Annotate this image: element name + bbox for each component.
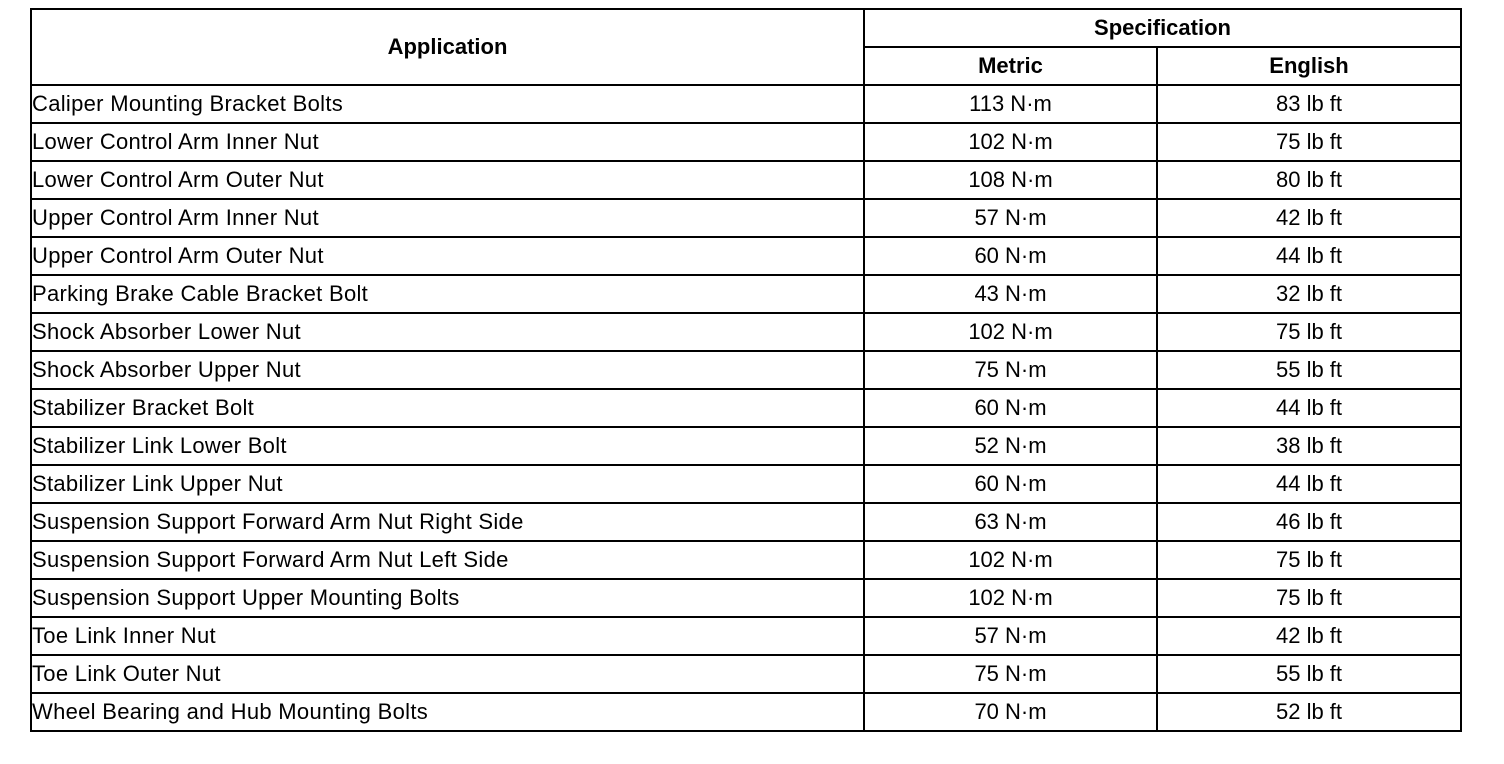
- table-row: [31, 579, 1461, 617]
- table-row: [31, 427, 1461, 465]
- english-cell: 80 lb ft: [1157, 161, 1461, 199]
- metric-cell: 75 N·m: [864, 655, 1157, 693]
- specification-column-header: Specification: [864, 9, 1461, 47]
- table-row: [31, 237, 1461, 275]
- metric-cell: 70 N·m: [864, 693, 1157, 731]
- metric-cell: 102 N·m: [864, 541, 1157, 579]
- metric-cell: 113 N·m: [864, 85, 1157, 123]
- english-cell: 75 lb ft: [1157, 541, 1461, 579]
- english-cell: 75 lb ft: [1157, 313, 1461, 351]
- metric-cell: 102 N·m: [864, 123, 1157, 161]
- english-cell: 46 lb ft: [1157, 503, 1461, 541]
- table-row: [31, 389, 1461, 427]
- application-cell: Shock Absorber Lower Nut: [31, 313, 864, 351]
- english-cell: 38 lb ft: [1157, 427, 1461, 465]
- metric-cell: 75 N·m: [864, 351, 1157, 389]
- metric-cell: 60 N·m: [864, 465, 1157, 503]
- metric-cell: 57 N·m: [864, 199, 1157, 237]
- application-cell: Suspension Support Upper Mounting Bolts: [31, 579, 864, 617]
- metric-cell: 43 N·m: [864, 275, 1157, 313]
- metric-cell: 63 N·m: [864, 503, 1157, 541]
- table-row: [31, 541, 1461, 579]
- application-cell: Lower Control Arm Outer Nut: [31, 161, 864, 199]
- application-cell: Shock Absorber Upper Nut: [31, 351, 864, 389]
- metric-cell: 60 N·m: [864, 389, 1157, 427]
- metric-cell: 60 N·m: [864, 237, 1157, 275]
- metric-cell: 108 N·m: [864, 161, 1157, 199]
- application-cell: Upper Control Arm Outer Nut: [31, 237, 864, 275]
- table-row: [31, 351, 1461, 389]
- application-cell: Suspension Support Forward Arm Nut Right Side: [31, 503, 864, 541]
- table-body: [31, 85, 1461, 731]
- table-row: [31, 123, 1461, 161]
- metric-column-header: Metric: [864, 47, 1157, 85]
- table-row: [31, 199, 1461, 237]
- fastener-spec-table: [30, 8, 1462, 732]
- table-row: [31, 617, 1461, 655]
- table-row: [31, 655, 1461, 693]
- english-cell: 75 lb ft: [1157, 579, 1461, 617]
- application-cell: Toe Link Inner Nut: [31, 617, 864, 655]
- table-row: [31, 313, 1461, 351]
- application-cell: Stabilizer Link Upper Nut: [31, 465, 864, 503]
- metric-cell: 52 N·m: [864, 427, 1157, 465]
- english-cell: 32 lb ft: [1157, 275, 1461, 313]
- english-cell: 44 lb ft: [1157, 389, 1461, 427]
- table-header: [31, 9, 1461, 85]
- english-cell: 83 lb ft: [1157, 85, 1461, 123]
- application-cell: Parking Brake Cable Bracket Bolt: [31, 275, 864, 313]
- metric-cell: 102 N·m: [864, 313, 1157, 351]
- header-row-top: [31, 9, 1461, 47]
- english-cell: 44 lb ft: [1157, 465, 1461, 503]
- metric-cell: 102 N·m: [864, 579, 1157, 617]
- table-row: [31, 503, 1461, 541]
- metric-cell: 57 N·m: [864, 617, 1157, 655]
- english-cell: 42 lb ft: [1157, 199, 1461, 237]
- application-column-header: Application: [31, 9, 864, 85]
- table-row: [31, 275, 1461, 313]
- application-cell: Wheel Bearing and Hub Mounting Bolts: [31, 693, 864, 731]
- table-row: [31, 85, 1461, 123]
- table-row: [31, 161, 1461, 199]
- english-column-header: English: [1157, 47, 1461, 85]
- application-cell: Stabilizer Link Lower Bolt: [31, 427, 864, 465]
- table-row: [31, 693, 1461, 731]
- application-cell: Stabilizer Bracket Bolt: [31, 389, 864, 427]
- table-row: [31, 465, 1461, 503]
- application-cell: Lower Control Arm Inner Nut: [31, 123, 864, 161]
- application-cell: Caliper Mounting Bracket Bolts: [31, 85, 864, 123]
- application-cell: Toe Link Outer Nut: [31, 655, 864, 693]
- english-cell: 44 lb ft: [1157, 237, 1461, 275]
- english-cell: 75 lb ft: [1157, 123, 1461, 161]
- english-cell: 42 lb ft: [1157, 617, 1461, 655]
- application-cell: Suspension Support Forward Arm Nut Left Side: [31, 541, 864, 579]
- english-cell: 55 lb ft: [1157, 351, 1461, 389]
- english-cell: 55 lb ft: [1157, 655, 1461, 693]
- application-cell: Upper Control Arm Inner Nut: [31, 199, 864, 237]
- english-cell: 52 lb ft: [1157, 693, 1461, 731]
